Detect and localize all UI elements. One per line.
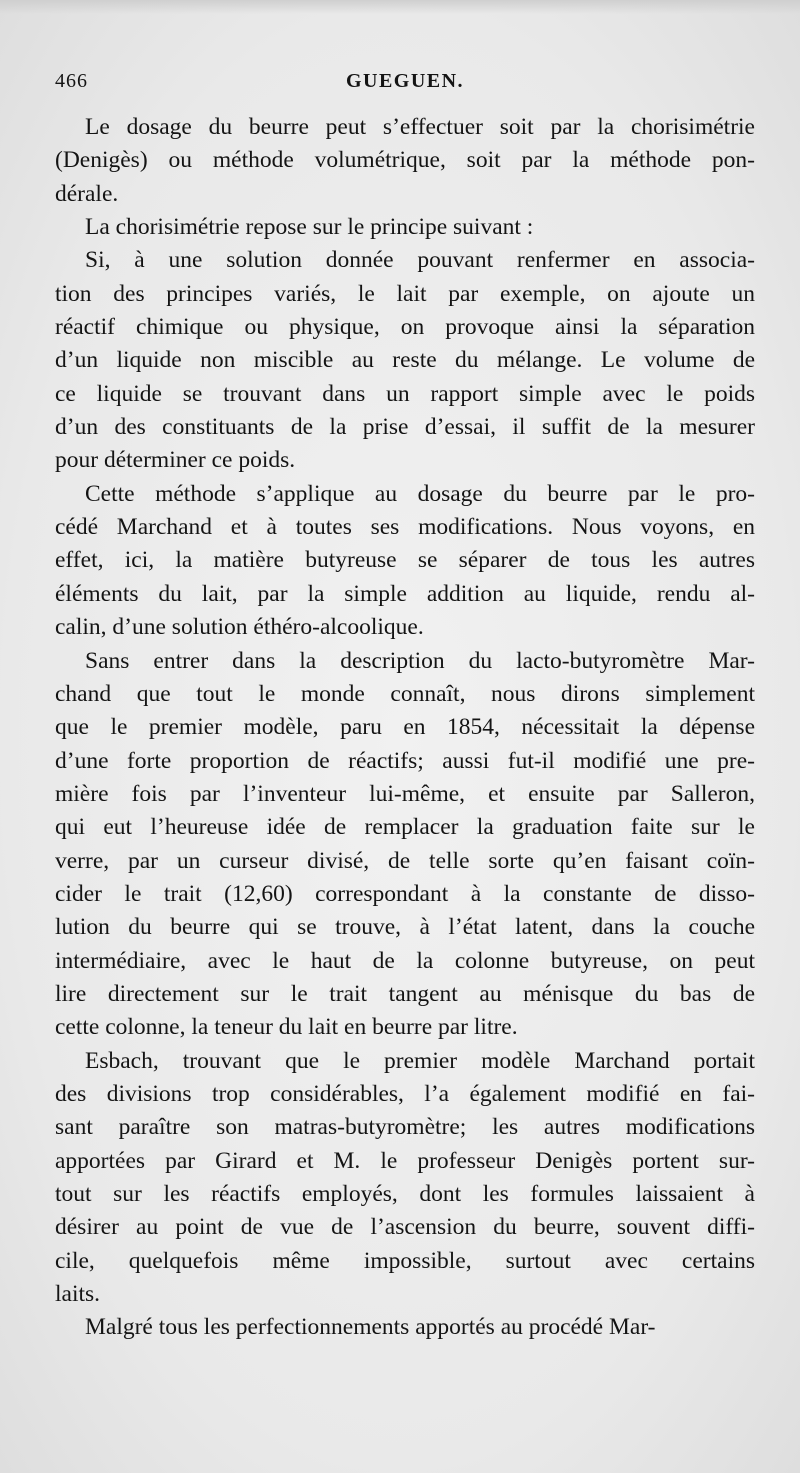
page-edge-shadow	[0, 0, 800, 14]
body-text	[55, 111, 755, 1345]
paragraph	[55, 645, 755, 1045]
paragraph	[55, 1045, 755, 1312]
text-line: ce liquide se trouvant dans un rapport simple avec le poids	[55, 380, 755, 407]
text-line: calin, d’une solution éthéro-alcoolique.	[55, 614, 424, 641]
text-line: Cette méthode s’applique au dosage du beurre par le pro-	[85, 480, 755, 507]
paragraph	[55, 211, 755, 244]
text-line: cédé Marchand et à toutes ses modifications. Nous voyons, en	[55, 514, 755, 541]
text-line: désirer au point de vue de l’ascension du beurre, souvent diffi-	[55, 1214, 755, 1241]
text-line: d’une forte proportion de réactifs; aussi fut-il modifié une pre-	[55, 747, 755, 774]
text-line: d’un liquide non miscible au reste du mélange. Le volume de	[55, 347, 755, 374]
text-line: mière fois par l’inventeur lui-même, et ensuite par Salleron,	[55, 780, 755, 807]
paragraph	[55, 111, 755, 211]
text-line: réactif chimique ou physique, on provoque ainsi la séparation	[55, 314, 755, 341]
text-line: La chorisimétrie repose sur le principe suivant :	[85, 214, 534, 241]
text-line: cette colonne, la teneur du lait en beurre par litre.	[55, 1014, 518, 1041]
paragraph	[55, 244, 755, 477]
text-line: Malgré tous les perfectionnements apportés au procédé Mar-	[85, 1314, 656, 1341]
text-line: cile, quelquefois même impossible, surtout avec certains	[55, 1247, 755, 1274]
text-line: Esbach, trouvant que le premier modèle Marchand portait	[85, 1047, 755, 1074]
text-line: intermédiaire, avec le haut de la colonne butyreuse, on peut	[55, 947, 755, 974]
text-line: lire directement sur le trait tangent au ménisque du bas de	[55, 980, 755, 1007]
text-line: dérale.	[55, 180, 119, 207]
text-line: d’un des constituants de la prise d’essai, il suffit de la mesurer	[55, 414, 755, 441]
text-line: effet, ici, la matière butyreuse se séparer de tous les autres	[55, 547, 755, 574]
text-line: laits.	[55, 1281, 101, 1308]
text-line: cider le trait (12,60) correspondant à la constante de disso-	[55, 880, 755, 907]
running-head: GUEGUEN.	[345, 70, 465, 92]
text-line: pour déterminer ce poids.	[55, 447, 296, 474]
paragraph	[55, 1311, 755, 1344]
text-line: qui eut l’heureuse idée de remplacer la graduation faite sur le	[55, 814, 755, 841]
page-header	[55, 70, 755, 98]
text-line: que le premier modèle, paru en 1854, nécessitait la dépense	[55, 714, 755, 741]
text-line: apportées par Girard et M. le professeur Denigès portent sur-	[55, 1147, 755, 1174]
text-line: verre, par un curseur divisé, de telle sorte qu’en faisant coïn-	[55, 847, 755, 874]
text-line: tout sur les réactifs employés, dont les formules laissaient à	[55, 1181, 755, 1207]
text-line: Sans entrer dans la description du lacto-butyromètre Mar-	[85, 647, 755, 674]
text-line: tion des principes variés, le lait par exemple, on ajoute un	[55, 280, 755, 307]
text-line: éléments du lait, par la simple addition au liquide, rendu al-	[55, 580, 755, 607]
page-number: 466	[55, 70, 88, 92]
text-line: chand que tout le monde connaît, nous dirons simplement	[55, 680, 755, 707]
text-line: lution du beurre qui se trouve, à l’état latent, dans la couche	[55, 914, 755, 941]
text-line: (Denigès) ou méthode volumétrique, soit par la méthode pon-	[55, 147, 755, 174]
text-line: Le dosage du beurre peut s’effectuer soit par la chorisimétrie	[85, 114, 755, 140]
paragraph	[55, 478, 755, 645]
text-line: sant paraître son matras-butyromètre; les autres modifications	[55, 1114, 755, 1141]
text-line: des divisions trop considérables, l’a également modifié en fai-	[55, 1080, 755, 1107]
text-line: Si, à une solution donnée pouvant renfermer en associa-	[85, 247, 755, 274]
